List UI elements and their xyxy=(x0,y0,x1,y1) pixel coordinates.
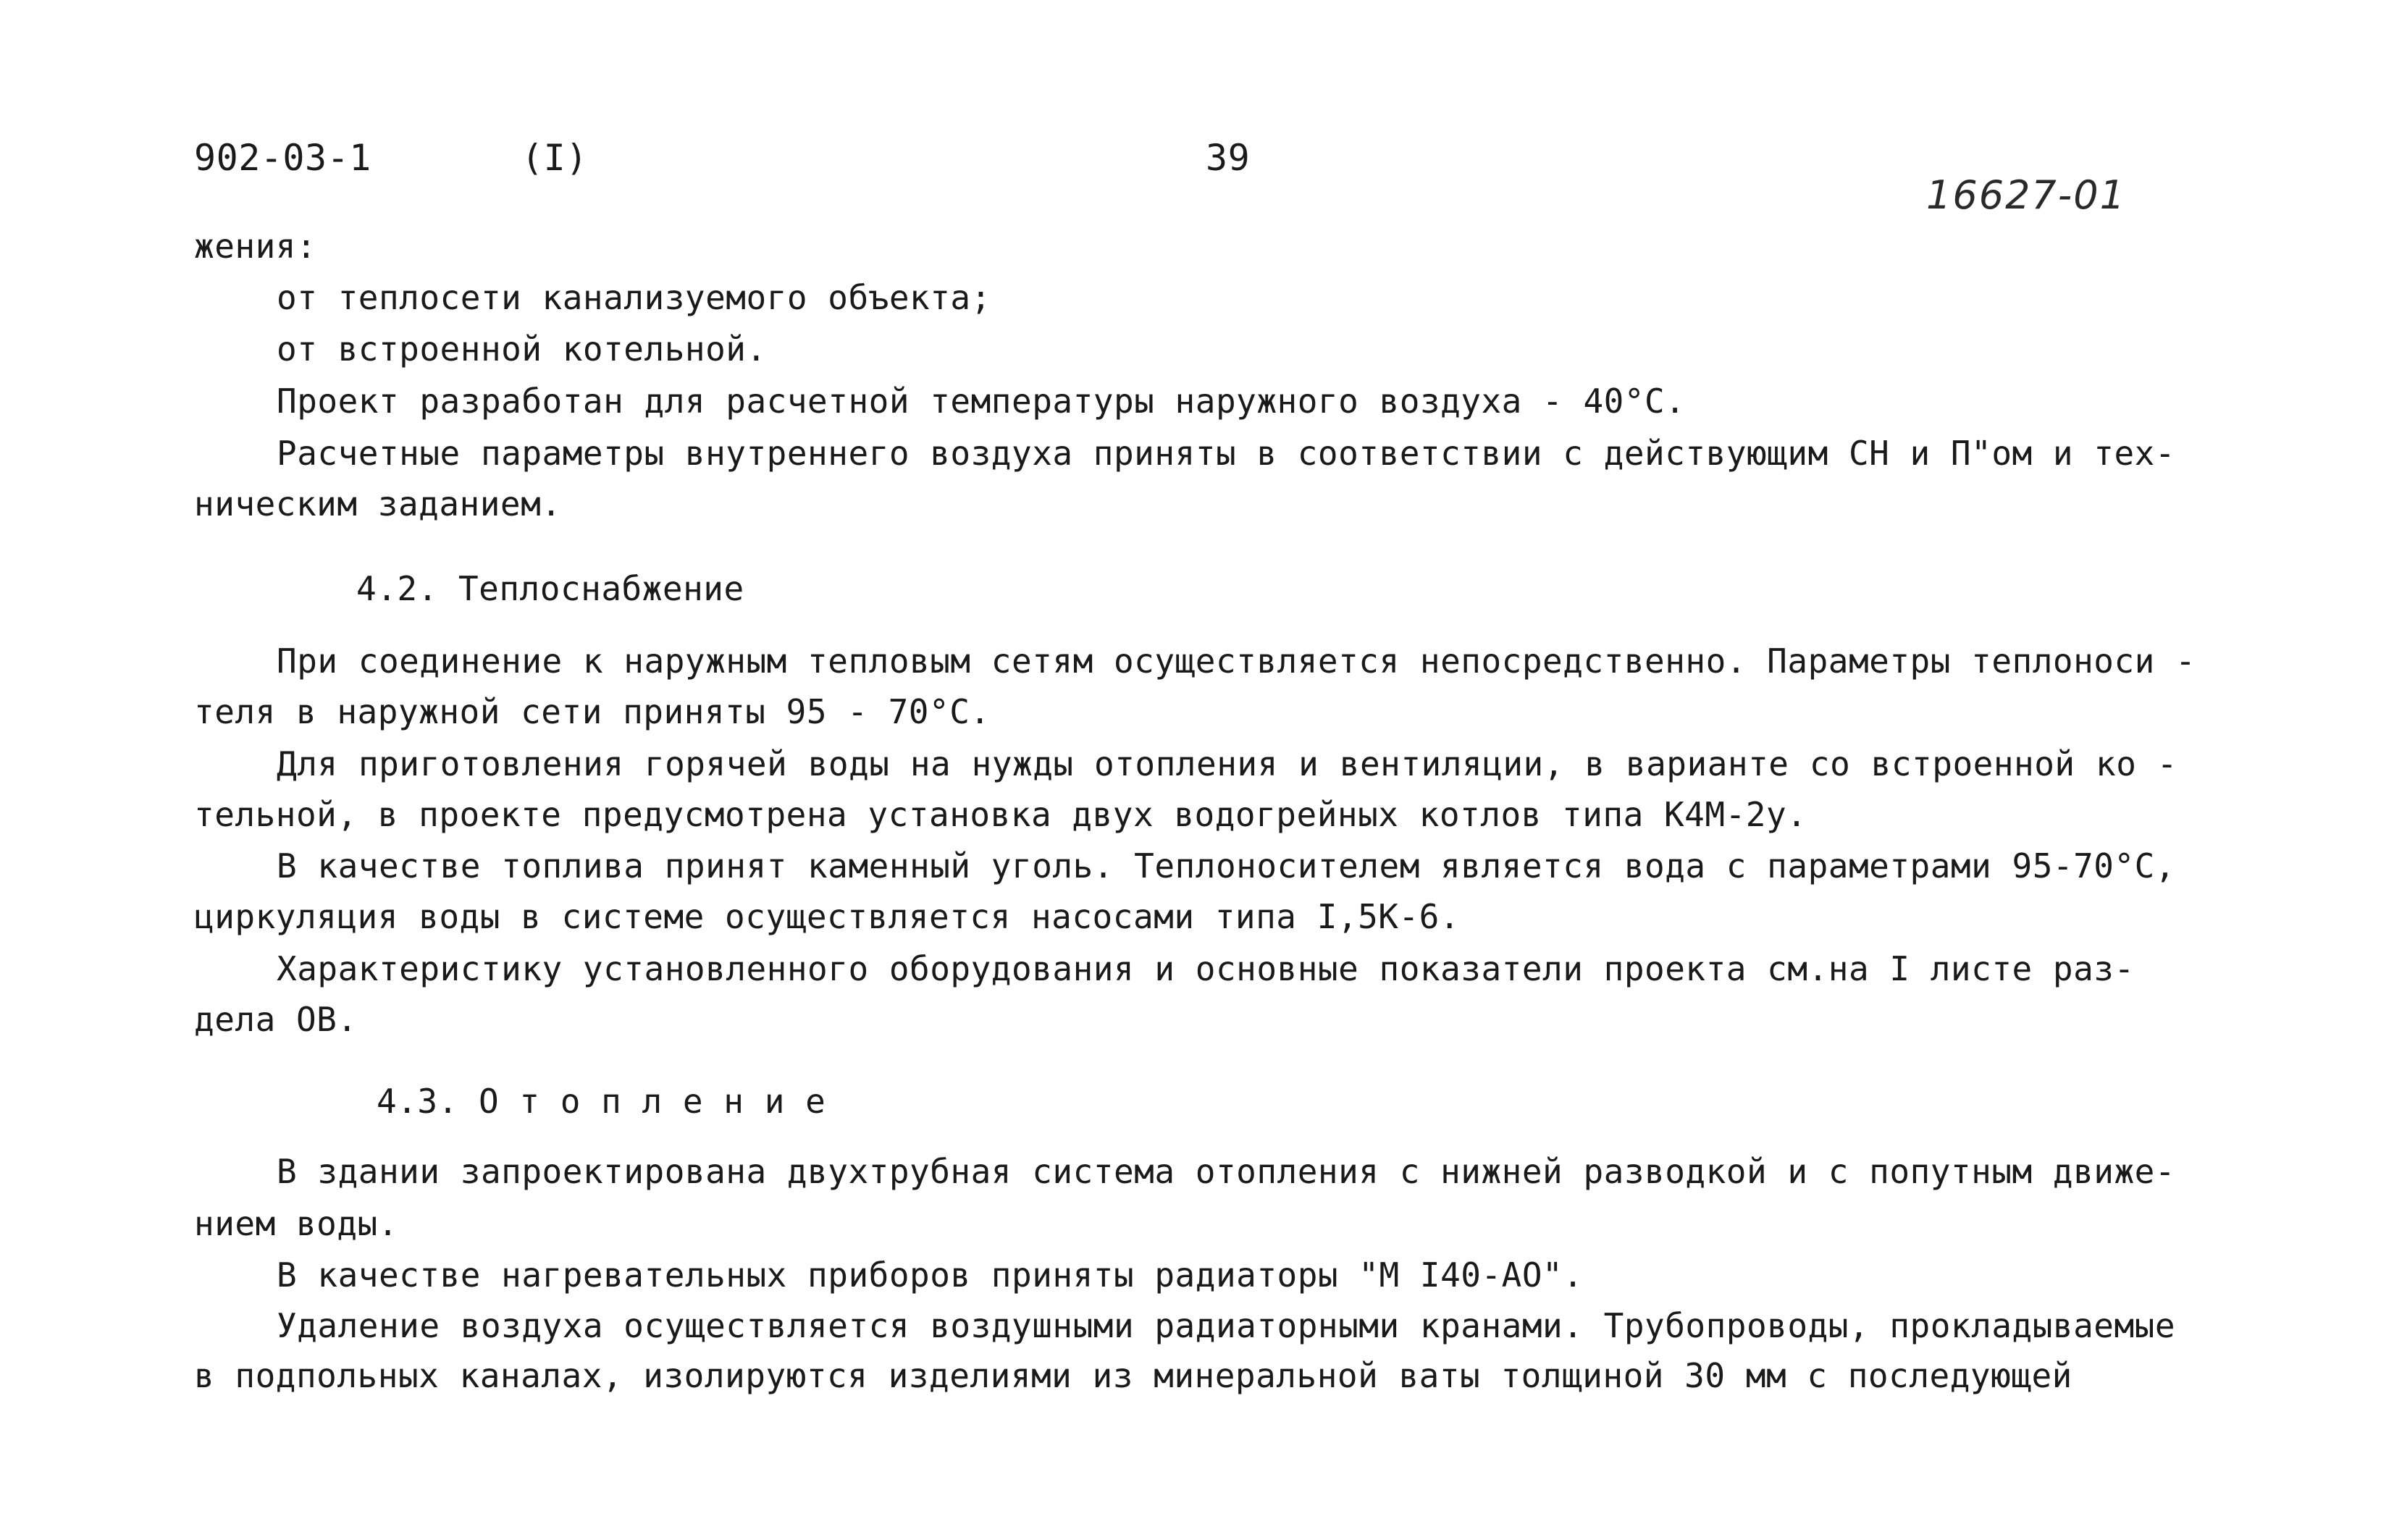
section-line: Характеристику установленного оборудования и основные показатели проекта см.на I листе раз- xyxy=(277,949,2135,988)
section-line: в подпольных каналах, изолируются изделиями из минеральной ваты толщиной 30 мм с последующей xyxy=(194,1356,2072,1395)
section-line: циркуляция воды в системе осуществляется насосами типа I,5К-6. xyxy=(194,897,1461,936)
section-line: Для приготовления горячей воды на нужды отопления и вентиляции, в варианте со встроенной ко - xyxy=(277,744,2177,783)
body-line: жения: xyxy=(194,227,317,266)
document-part: (I) xyxy=(521,137,588,179)
section-line: нием воды. xyxy=(194,1204,398,1243)
section-line: При соединение к наружным тепловым сетям осуществляется непосредственно. Параметры теплоноси - xyxy=(277,641,2196,681)
section-line: тельной, в проекте предусмотрена установка двух водогрейных котлов типа К4М-2у. xyxy=(194,795,1807,834)
body-line: ническим заданием. xyxy=(194,484,562,523)
page-number: 39 xyxy=(1206,137,1251,179)
body-line: Проект разработан для расчетной температуры наружного воздуха - 40°С. xyxy=(277,382,1686,421)
document-code: 902-03-1 xyxy=(194,137,371,179)
section-line: Удаление воздуха осуществляется воздушными радиаторными кранами. Трубопроводы, прокладываемые xyxy=(277,1306,2176,1345)
section-heading: 4.3. О т о п л е н и е xyxy=(377,1082,826,1121)
archive-stamp-number: 16627-01 xyxy=(1926,172,2126,218)
section-line: теля в наружной сети приняты 95 - 70°С. xyxy=(194,692,991,731)
section-heading: 4.2. Теплоснабжение xyxy=(356,569,744,608)
body-line: от встроенной котельной. xyxy=(277,329,767,369)
section-line: дела ОВ. xyxy=(194,1000,358,1039)
section-line: В качестве нагревательных приборов приняты радиаторы "М I40-АО". xyxy=(277,1255,1584,1295)
body-line: от теплосети канализуемого объекта; xyxy=(277,278,991,317)
section-line: В здании запроектирована двухтрубная система отопления с нижней разводкой и с попутным движе- xyxy=(277,1152,2176,1191)
section-line: В качестве топлива принят каменный уголь. Теплоносителем является вода с параметрами 95-70°С, xyxy=(277,846,2176,885)
body-line: Расчетные параметры внутреннего воздуха приняты в соответствии с действующим СН и П"ом и тех- xyxy=(277,434,2176,473)
